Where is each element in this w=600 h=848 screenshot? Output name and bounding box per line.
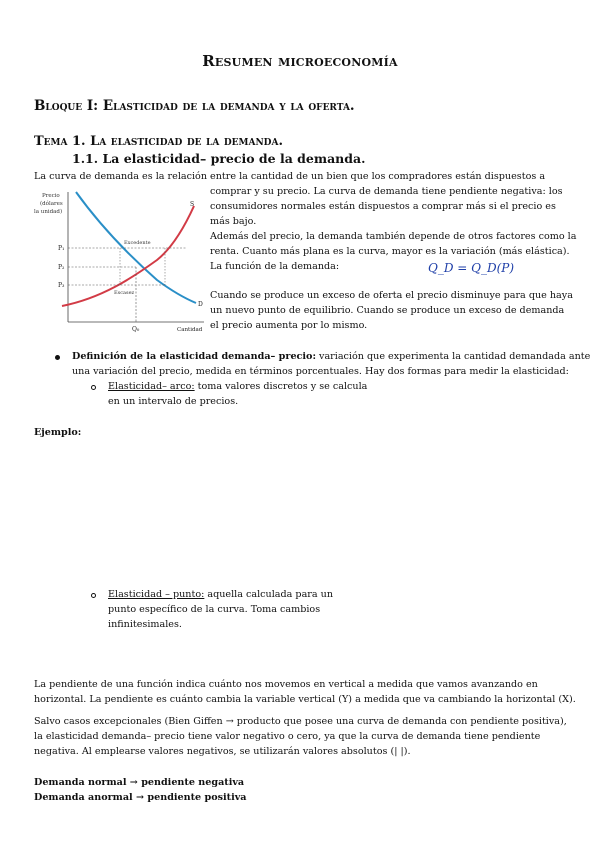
para1-line: comprar y su precio. La curva de demanda tiene pendiente negativa: los — [210, 186, 563, 197]
p1-label: P₁ — [58, 245, 65, 252]
para1-line: el precio aumenta por lo mismo. — [210, 320, 368, 331]
demand-label: D — [198, 301, 203, 308]
demand-formula: Q_D = Q_D(P) — [428, 261, 515, 275]
giffen-paragraph-line: negativa. Al emplearse valores negativos, se utilizarán valores absolutos (| |). — [34, 746, 411, 757]
p2-label: P₂ — [58, 264, 65, 271]
point-elasticity-line: infinitesimales. — [108, 619, 182, 630]
bullet-icon — [55, 355, 60, 360]
definition-line — [72, 349, 590, 364]
para1-line: La función de la demanda: — [210, 261, 340, 272]
abnormal-demand-line: Demanda anormal → pendiente positiva — [34, 792, 247, 803]
arc-elasticity-text: toma valores discretos y se calcula — [194, 381, 368, 392]
definition-term: Definición de la elasticidad demanda– precio: — [72, 351, 316, 362]
chart-ylabel: la unidad) — [34, 209, 63, 215]
point-elasticity-text: aquella calculada para un — [204, 589, 334, 600]
chart-ylabel: Precio — [42, 193, 60, 199]
sub-bullet-icon — [91, 385, 96, 390]
p3-label: P₃ — [58, 282, 65, 289]
arc-elasticity-line — [108, 379, 367, 394]
giffen-paragraph-line: la elasticidad demanda– precio tiene valor negativo o cero, ya que la curva de demanda tiene pendiente — [34, 731, 541, 742]
definition-text: variación que experimenta la cantidad demandada ante — [315, 351, 591, 362]
slope-paragraph-line: horizontal. La pendiente es cuánto cambia la variable vertical (Y) a medida que va cambiando la horizontal (X). — [34, 694, 576, 705]
para1-line: consumidores normales están dispuestos a comprar más si el precio es — [210, 201, 556, 212]
block-heading: Bloque I: Elasticidad de la demanda y la oferta. — [34, 98, 355, 114]
slope-paragraph-line: La pendiente de una función indica cuánto nos movemos en vertical a medida que vamos avanzando en — [34, 679, 538, 690]
arc-elasticity-term: Elasticidad– arco: — [108, 381, 195, 392]
excess-supply-label: Excedente — [124, 240, 151, 246]
supply-demand-figure — [32, 188, 208, 336]
arc-elasticity-line: en un intervalo de precios. — [108, 396, 239, 407]
excess-demand-label: Escasez — [114, 290, 135, 296]
q0-label: Q₀ — [132, 326, 140, 333]
example-label: Ejemplo: — [34, 427, 82, 438]
page-title: Resumen microeconomía — [202, 52, 398, 70]
giffen-paragraph-line: Salvo casos excepcionales (Bien Giffen → producto que posee una curva de demanda con pendiente positiva), — [34, 716, 567, 727]
point-elasticity-line: punto específico de la curva. Toma cambios — [108, 604, 321, 615]
topic-heading: Tema 1. La elasticidad de la demanda. — [34, 134, 283, 149]
para1-line: La curva de demanda es la relación entre la cantidad de un bien que los compradores están dispuestos a — [34, 171, 546, 182]
definition-line: una variación del precio, medida en términos porcentuales. Hay dos formas para medir la elasticidad: — [72, 366, 569, 377]
para1-line: un nuevo punto de equilibrio. Cuando se produce un exceso de demanda — [210, 305, 565, 316]
para1-line: Cuando se produce un exceso de oferta el precio disminuye para que haya — [210, 290, 573, 301]
chart-ylabel: (dólares — [40, 201, 63, 207]
x-axis-label: Cantidad — [177, 327, 203, 333]
point-elasticity-term: Elasticidad – punto: — [108, 589, 205, 600]
para1-line: Además del precio, la demanda también depende de otros factores como la — [210, 231, 577, 242]
sub-bullet-icon — [91, 593, 96, 598]
normal-demand-line: Demanda normal → pendiente negativa — [34, 777, 245, 788]
point-elasticity-line — [108, 587, 333, 602]
section-heading: 1.1. La elasticidad– precio de la demanda. — [72, 151, 366, 166]
supply-label: S — [190, 201, 195, 208]
para1-line: renta. Cuanto más plana es la curva, mayor es la variación (más elástica). — [210, 246, 570, 257]
para1-line: más bajo. — [210, 216, 257, 227]
